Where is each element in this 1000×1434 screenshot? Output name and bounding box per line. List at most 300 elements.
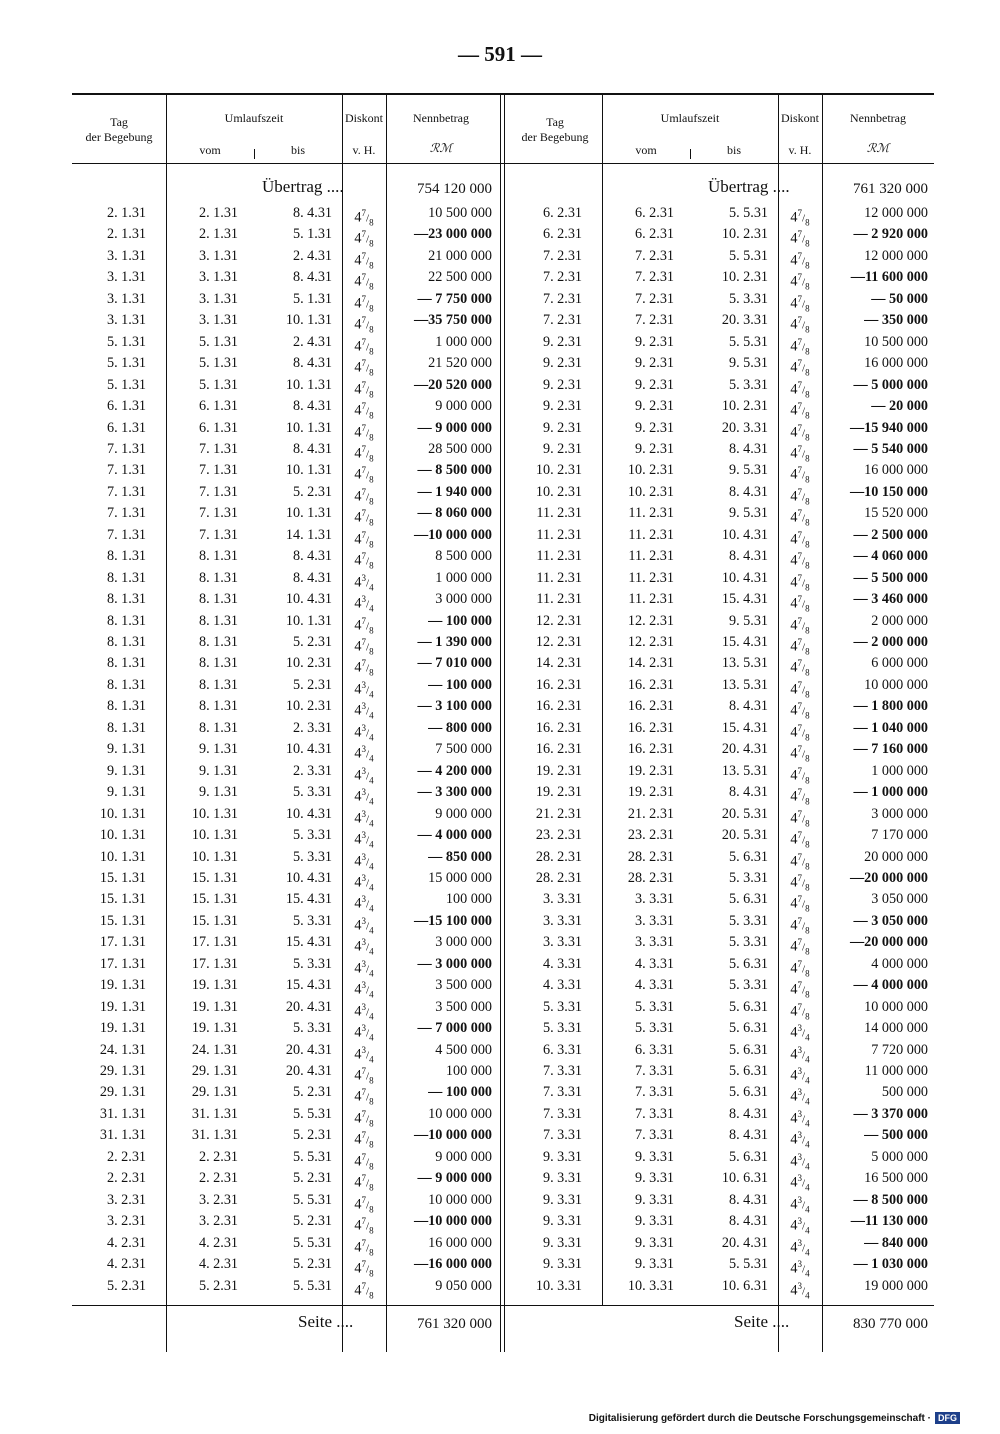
term-from: 15. 1.31	[191, 912, 238, 929]
issue-date: 16. 2.31	[535, 698, 582, 715]
term-to: 10. 6.31	[721, 1170, 768, 1187]
term-from: 9. 3.31	[634, 1256, 674, 1273]
issue-date: 9. 1.31	[106, 784, 146, 801]
term-to: 5. 5.31	[292, 1234, 332, 1251]
term-from: 19. 2.31	[627, 762, 674, 779]
issue-date: 28. 2.31	[535, 848, 582, 865]
discount-rate: $4^7/_8$	[790, 872, 810, 893]
header-tag: Tag der Begebung	[85, 115, 153, 144]
discount-rate: $4^7/_8$	[790, 250, 810, 271]
issue-date: 23. 2.31	[535, 827, 582, 844]
issue-date: 19. 1.31	[99, 977, 146, 994]
nominal-amount: 3 500 000	[435, 977, 492, 994]
discount-rate: $4^3/_4$	[354, 937, 374, 957]
header-rule	[72, 163, 934, 164]
nominal-amount: — 4 060 000	[853, 548, 928, 565]
term-from: 9. 1.31	[198, 784, 238, 801]
nominal-amount: — 4 000 000	[853, 977, 928, 994]
issue-date: 9. 3.31	[542, 1170, 582, 1187]
term-to: 5. 6.31	[728, 891, 768, 908]
term-to: 5. 3.31	[292, 912, 332, 929]
term-to: 5. 1.31	[292, 290, 332, 307]
nominal-amount: 9 000 000	[435, 805, 492, 822]
discount-rate: $4^7/_8$	[790, 443, 810, 464]
discount-rate: $4^7/_8$	[790, 787, 810, 807]
discount-rate: $4^7/_8$	[790, 272, 810, 292]
term-from: 4. 3.31	[634, 977, 674, 994]
issue-date: 9. 1.31	[106, 741, 146, 758]
issue-date: 11. 2.31	[536, 569, 582, 586]
term-from: 12. 2.31	[627, 634, 674, 650]
term-from: 8. 1.31	[198, 719, 238, 736]
issue-date: 6. 2.31	[542, 205, 582, 221]
nominal-amount: 8 500 000	[435, 548, 492, 565]
header-umlauf: Umlaufszeit	[224, 111, 284, 125]
nominal-amount: — 1 800 000	[853, 698, 928, 715]
discount-rate: $4^3/_4$	[790, 1173, 810, 1193]
nominal-amount: — 3 100 000	[417, 698, 492, 715]
nominal-amount: 21 520 000	[428, 355, 492, 372]
discount-rate: $4^7/_8$	[354, 315, 374, 335]
nominal-amount: — 3 460 000	[853, 591, 928, 608]
issue-date: 8. 1.31	[106, 569, 146, 586]
term-from: 7. 3.31	[634, 1105, 674, 1122]
issue-date: 9. 2.31	[542, 333, 582, 350]
nominal-amount: 3 000 000	[871, 805, 928, 822]
discount-rate: $4^7/_8$	[354, 658, 374, 678]
term-to: 5. 5.31	[292, 1277, 332, 1294]
nominal-amount: —10 000 000	[413, 1213, 492, 1230]
term-to: 2. 4.31	[292, 247, 332, 264]
term-to: 15. 4.31	[285, 977, 332, 994]
term-to: 10. 4.31	[285, 869, 332, 886]
issue-date: 9. 3.31	[542, 1213, 582, 1230]
issue-date: 7. 1.31	[106, 526, 146, 543]
issue-date: 11. 2.31	[536, 591, 582, 608]
nominal-amount: — 20 000	[871, 398, 928, 415]
term-to: 10. 2.31	[721, 269, 768, 286]
term-to: 10. 2.31	[285, 655, 332, 672]
nominal-amount: —20 000 000	[849, 934, 928, 951]
term-to: 5. 2.31	[292, 634, 332, 650]
issue-date: 8. 1.31	[106, 634, 146, 650]
term-to: 20. 5.31	[721, 805, 768, 822]
discount-rate: $4^7/_8$	[354, 1066, 374, 1086]
issue-date: 7. 2.31	[542, 312, 582, 329]
discount-rate: $4^3/_4$	[354, 572, 374, 593]
term-from: 10. 1.31	[191, 848, 238, 865]
term-to: 5. 2.31	[292, 676, 332, 693]
term-to: 5. 2.31	[292, 1213, 332, 1230]
footer-text: Digitalisierung gefördert durch die Deutsche Forschungsgemeinschaft ·	[588, 1412, 931, 1424]
discount-rate: $4^7/_8$	[354, 1280, 374, 1301]
header-vh: v. H.	[352, 143, 376, 157]
issue-date: 8. 1.31	[106, 676, 146, 693]
nominal-amount: 3 050 000	[871, 891, 928, 908]
term-from: 9. 3.31	[634, 1148, 674, 1165]
page-number: — 591 —	[458, 42, 542, 66]
nominal-amount: 6 000 000	[871, 655, 928, 672]
term-to: 5. 5.31	[728, 205, 768, 221]
discount-rate: $4^3/_4$	[354, 722, 374, 743]
term-from: 3. 3.31	[634, 934, 674, 951]
discount-rate: $4^3/_4$	[354, 915, 374, 936]
term-to: 13. 5.31	[721, 655, 768, 672]
term-to: 8. 4.31	[728, 1105, 768, 1122]
term-to: 5. 3.31	[728, 869, 768, 886]
term-from: 3. 1.31	[198, 290, 238, 307]
term-from: 12. 2.31	[627, 612, 674, 629]
term-to: 8. 4.31	[728, 1213, 768, 1230]
term-to: 5. 3.31	[292, 848, 332, 865]
term-from: 3. 2.31	[198, 1213, 238, 1230]
discount-rate: $4^7/_8$	[790, 765, 810, 786]
term-from: 16. 2.31	[627, 676, 674, 693]
nominal-amount: —11 130 000	[850, 1213, 928, 1230]
nominal-amount: — 9 000 000	[417, 419, 492, 436]
term-to: 10. 4.31	[285, 741, 332, 758]
header-vom-right: vom	[635, 143, 657, 157]
term-to: 8. 4.31	[728, 1191, 768, 1208]
nominal-amount: 12 000 000	[864, 205, 928, 221]
term-from: 24. 1.31	[191, 1041, 238, 1058]
term-from: 10. 3.31	[627, 1277, 674, 1294]
sum-rule	[72, 1305, 934, 1306]
nominal-amount: — 7 010 000	[417, 655, 492, 672]
discount-rate: $4^3/_4$	[790, 1151, 810, 1172]
discount-rate: $4^7/_8$	[354, 465, 374, 485]
discount-rate: $4^7/_8$	[790, 980, 810, 1000]
term-from: 7. 1.31	[198, 483, 238, 500]
term-from: 6. 1.31	[198, 419, 238, 436]
discount-rate: $4^3/_4$	[354, 701, 374, 721]
nominal-amount: — 9 000 000	[417, 1170, 492, 1187]
nominal-amount: — 3 370 000	[853, 1105, 928, 1122]
discount-rate: $4^7/_8$	[790, 293, 810, 314]
term-to: 20. 4.31	[285, 998, 332, 1015]
issue-date: 9. 3.31	[542, 1234, 582, 1251]
nominal-amount: 2 000 000	[871, 612, 928, 629]
issue-date: 9. 3.31	[542, 1191, 582, 1208]
issue-date: 15. 1.31	[99, 912, 146, 929]
term-from: 23. 2.31	[627, 827, 674, 844]
dfg-logo: DFG	[935, 1412, 960, 1424]
header-rm: ℛℳ	[429, 141, 453, 155]
issue-date: 7. 3.31	[542, 1084, 582, 1101]
carry-value-right: 761 320 000	[853, 181, 928, 197]
term-to: 8. 4.31	[728, 440, 768, 457]
term-to: 8. 4.31	[728, 548, 768, 565]
term-to: 10. 4.31	[285, 591, 332, 608]
carry-label-left: Übertrag ....	[262, 177, 344, 196]
issue-date: 3. 1.31	[106, 269, 146, 286]
term-to: 8. 4.31	[292, 205, 332, 221]
issue-date: 28. 2.31	[535, 869, 582, 886]
issue-date: 29. 1.31	[99, 1084, 146, 1101]
issue-date: 7. 3.31	[542, 1063, 582, 1079]
term-from: 3. 1.31	[198, 269, 238, 286]
discount-rate: $4^7/_8$	[790, 401, 810, 421]
discount-rate: $4^3/_4$	[354, 830, 374, 850]
nominal-amount: — 100 000	[428, 676, 492, 693]
discount-rate: $4^7/_8$	[354, 358, 374, 378]
discount-rate: $4^7/_8$	[354, 1259, 374, 1279]
discount-rate: $4^7/_8$	[790, 701, 810, 721]
issue-date: 5. 3.31	[542, 998, 582, 1015]
term-from: 7. 1.31	[198, 462, 238, 479]
issue-date: 2. 2.31	[106, 1148, 146, 1165]
term-to: 8. 4.31	[292, 440, 332, 457]
term-to: 5. 6.31	[728, 848, 768, 865]
term-from: 16. 2.31	[627, 719, 674, 736]
term-from: 7. 2.31	[634, 269, 674, 286]
term-to: 5. 3.31	[728, 977, 768, 994]
discount-rate: $4^7/_8$	[354, 229, 374, 249]
issue-date: 16. 2.31	[535, 676, 582, 693]
issue-date: 3. 1.31	[106, 290, 146, 307]
nominal-amount: 21 000 000	[428, 247, 492, 264]
header-diskont-right: Diskont	[780, 111, 819, 125]
term-to: 5. 6.31	[728, 1148, 768, 1165]
header-nenn-right: Nennbetrag	[850, 111, 906, 125]
issue-date: 2. 1.31	[106, 205, 146, 221]
term-to: 10. 6.31	[721, 1277, 768, 1294]
discount-rate: $4^7/_8$	[354, 615, 374, 636]
discount-rate: $4^3/_4$	[790, 1023, 810, 1043]
issue-date: 7. 2.31	[542, 269, 582, 286]
column-rule	[254, 149, 255, 159]
issue-date: 10. 2.31	[535, 483, 582, 500]
issue-date: 31. 1.31	[99, 1127, 146, 1144]
discount-rate: $4^7/_8$	[354, 443, 374, 464]
issue-date: 8. 1.31	[106, 655, 146, 672]
nominal-amount: 11 000 000	[864, 1063, 928, 1079]
issue-date: 9. 3.31	[542, 1256, 582, 1273]
term-from: 5. 1.31	[198, 355, 238, 372]
nominal-amount: 3 500 000	[435, 998, 492, 1015]
term-to: 20. 4.31	[721, 741, 768, 758]
term-to: 5. 3.31	[292, 784, 332, 801]
term-to: 5. 2.31	[292, 1084, 332, 1101]
term-from: 5. 2.31	[198, 1277, 238, 1294]
discount-rate: $4^7/_8$	[790, 937, 810, 957]
issue-date: 15. 1.31	[99, 869, 146, 886]
term-from: 11. 2.31	[628, 591, 674, 608]
issue-table	[72, 93, 934, 1352]
column-rule	[166, 93, 167, 1352]
issue-date: 17. 1.31	[99, 934, 146, 951]
issue-date: 9. 1.31	[106, 762, 146, 779]
issue-date: 3. 2.31	[106, 1213, 146, 1230]
discount-rate: $4^7/_8$	[790, 1001, 810, 1022]
nominal-amount: 1 000 000	[871, 762, 928, 779]
nominal-amount: 5 000 000	[871, 1148, 928, 1165]
nominal-amount: — 1 030 000	[853, 1256, 928, 1273]
nominal-amount: 20 000 000	[864, 848, 928, 865]
issue-date: 10. 3.31	[535, 1277, 582, 1294]
nominal-amount: —35 750 000	[413, 312, 492, 329]
term-to: 10. 2.31	[721, 226, 768, 243]
term-from: 2. 1.31	[198, 205, 238, 221]
term-from: 11. 2.31	[628, 526, 674, 543]
nominal-amount: —10 150 000	[849, 483, 928, 500]
nominal-amount: 3 000 000	[435, 591, 492, 608]
nominal-amount: — 4 200 000	[417, 762, 492, 779]
term-to: 15. 4.31	[721, 591, 768, 608]
nominal-amount: — 1 000 000	[853, 784, 928, 801]
term-to: 13. 5.31	[721, 762, 768, 779]
discount-rate: $4^3/_4$	[354, 594, 374, 614]
term-to: 10. 4.31	[285, 805, 332, 822]
term-to: 15. 4.31	[721, 634, 768, 650]
term-to: 5. 1.31	[292, 226, 332, 243]
discount-rate: $4^7/_8$	[790, 572, 810, 593]
header-tag-right: Tag der Begebung	[521, 115, 589, 144]
term-to: 20. 4.31	[285, 1063, 332, 1079]
carry-value-left: 754 120 000	[417, 181, 492, 197]
term-from: 9. 2.31	[634, 440, 674, 457]
discount-rate: $4^3/_4$	[354, 765, 374, 786]
term-from: 7. 2.31	[634, 312, 674, 329]
nominal-amount: 10 000 000	[428, 1191, 492, 1208]
nominal-amount: — 350 000	[864, 312, 928, 329]
term-from: 8. 1.31	[198, 655, 238, 672]
page-value-right: 830 770 000	[853, 1316, 928, 1332]
term-to: 20. 5.31	[721, 827, 768, 844]
issue-date: 7. 1.31	[106, 483, 146, 500]
discount-rate: $4^7/_8$	[790, 508, 810, 528]
nominal-amount: — 7 000 000	[417, 1020, 492, 1037]
term-to: 20. 3.31	[721, 312, 768, 329]
nominal-amount: 9 000 000	[435, 1148, 492, 1165]
discount-rate: $4^3/_4$	[790, 1066, 810, 1086]
discount-rate: $4^3/_4$	[354, 980, 374, 1000]
discount-rate: $4^7/_8$	[790, 894, 810, 914]
column-rule	[504, 93, 505, 1352]
issue-date: 19. 2.31	[535, 762, 582, 779]
header-vh-right: v. H.	[788, 143, 812, 157]
nominal-amount: 1 000 000	[435, 333, 492, 350]
term-to: 5. 2.31	[292, 1256, 332, 1273]
term-from: 9. 2.31	[634, 419, 674, 436]
nominal-amount: 7 720 000	[871, 1041, 928, 1058]
term-from: 7. 3.31	[634, 1084, 674, 1101]
issue-date: 17. 1.31	[99, 955, 146, 972]
term-from: 9. 2.31	[634, 398, 674, 415]
discount-rate: $4^3/_4$	[354, 679, 374, 700]
term-to: 5. 3.31	[728, 912, 768, 929]
top-rule	[72, 93, 934, 95]
nominal-amount: 14 000 000	[864, 1020, 928, 1037]
column-rule	[822, 93, 823, 1352]
discount-rate: $4^7/_8$	[354, 637, 374, 657]
discount-rate: $4^3/_4$	[790, 1259, 810, 1279]
discount-rate: $4^7/_8$	[790, 851, 810, 872]
term-to: 8. 4.31	[728, 1127, 768, 1144]
issue-date: 4. 2.31	[106, 1234, 146, 1251]
discount-rate: $4^7/_8$	[354, 293, 374, 314]
discount-rate: $4^7/_8$	[790, 336, 810, 357]
term-to: 8. 4.31	[292, 355, 332, 372]
discount-rate: $4^3/_4$	[354, 872, 374, 893]
term-from: 4. 2.31	[198, 1256, 238, 1273]
discount-rate: $4^3/_4$	[790, 1194, 810, 1215]
term-to: 5. 3.31	[728, 934, 768, 951]
issue-date: 14. 2.31	[535, 655, 582, 672]
issue-date: 10. 2.31	[535, 462, 582, 479]
discount-rate: $4^3/_4$	[354, 958, 374, 979]
term-to: 9. 5.31	[728, 355, 768, 372]
discount-rate: $4^7/_8$	[790, 529, 810, 550]
nominal-amount: 10 000 000	[428, 1105, 492, 1122]
nominal-amount: — 2 000 000	[853, 634, 928, 650]
nominal-amount: 9 050 000	[435, 1277, 492, 1294]
nominal-amount: — 3 300 000	[417, 784, 492, 801]
issue-date: 9. 2.31	[542, 376, 582, 393]
nominal-amount: 15 520 000	[864, 505, 928, 522]
nominal-amount: 7 170 000	[871, 827, 928, 844]
discount-rate: $4^7/_8$	[790, 958, 810, 979]
term-from: 16. 2.31	[627, 698, 674, 715]
term-from: 11. 2.31	[628, 505, 674, 522]
term-from: 9. 3.31	[634, 1234, 674, 1251]
issue-date: 5. 3.31	[542, 1020, 582, 1037]
nominal-amount: 100 000	[445, 891, 492, 908]
term-to: 10. 1.31	[285, 312, 332, 329]
issue-date: 7. 2.31	[542, 290, 582, 307]
term-from: 8. 1.31	[198, 591, 238, 608]
term-to: 5. 3.31	[292, 1020, 332, 1037]
column-rule	[500, 93, 501, 1352]
term-from: 7. 1.31	[198, 505, 238, 522]
term-from: 5. 3.31	[634, 998, 674, 1015]
nominal-amount: — 1 390 000	[417, 634, 492, 650]
term-to: 20. 4.31	[721, 1234, 768, 1251]
term-to: 5. 3.31	[292, 827, 332, 844]
term-to: 20. 3.31	[721, 419, 768, 436]
term-from: 9. 3.31	[634, 1191, 674, 1208]
discount-rate: $4^3/_4$	[790, 1044, 810, 1065]
term-to: 14. 1.31	[285, 526, 332, 543]
nominal-amount: 10 000 000	[864, 998, 928, 1015]
term-to: 5. 3.31	[728, 376, 768, 393]
nominal-amount: 19 000 000	[864, 1277, 928, 1294]
nominal-amount: — 5 540 000	[853, 440, 928, 457]
term-from: 7. 2.31	[634, 290, 674, 307]
nominal-amount: — 800 000	[428, 719, 492, 736]
issue-date: 3. 3.31	[542, 912, 582, 929]
term-to: 5. 2.31	[292, 1127, 332, 1144]
nominal-amount: —16 000 000	[413, 1256, 492, 1273]
issue-date: 8. 1.31	[106, 548, 146, 565]
term-from: 31. 1.31	[191, 1127, 238, 1144]
term-from: 17. 1.31	[191, 934, 238, 951]
issue-date: 5. 1.31	[106, 333, 146, 350]
term-to: 8. 4.31	[728, 784, 768, 801]
term-to: 5. 6.31	[728, 1084, 768, 1101]
term-to: 8. 4.31	[728, 698, 768, 715]
term-from: 2. 2.31	[198, 1170, 238, 1187]
term-to: 8. 4.31	[292, 398, 332, 415]
term-from: 2. 2.31	[198, 1148, 238, 1165]
nominal-amount: — 840 000	[864, 1234, 928, 1251]
discount-rate: $4^7/_8$	[790, 615, 810, 636]
discount-rate: $4^7/_8$	[354, 486, 374, 507]
discount-rate: $4^7/_8$	[354, 401, 374, 421]
term-to: 5. 2.31	[292, 483, 332, 500]
discount-rate: $4^7/_8$	[790, 551, 810, 571]
discount-rate: $4^7/_8$	[790, 637, 810, 657]
